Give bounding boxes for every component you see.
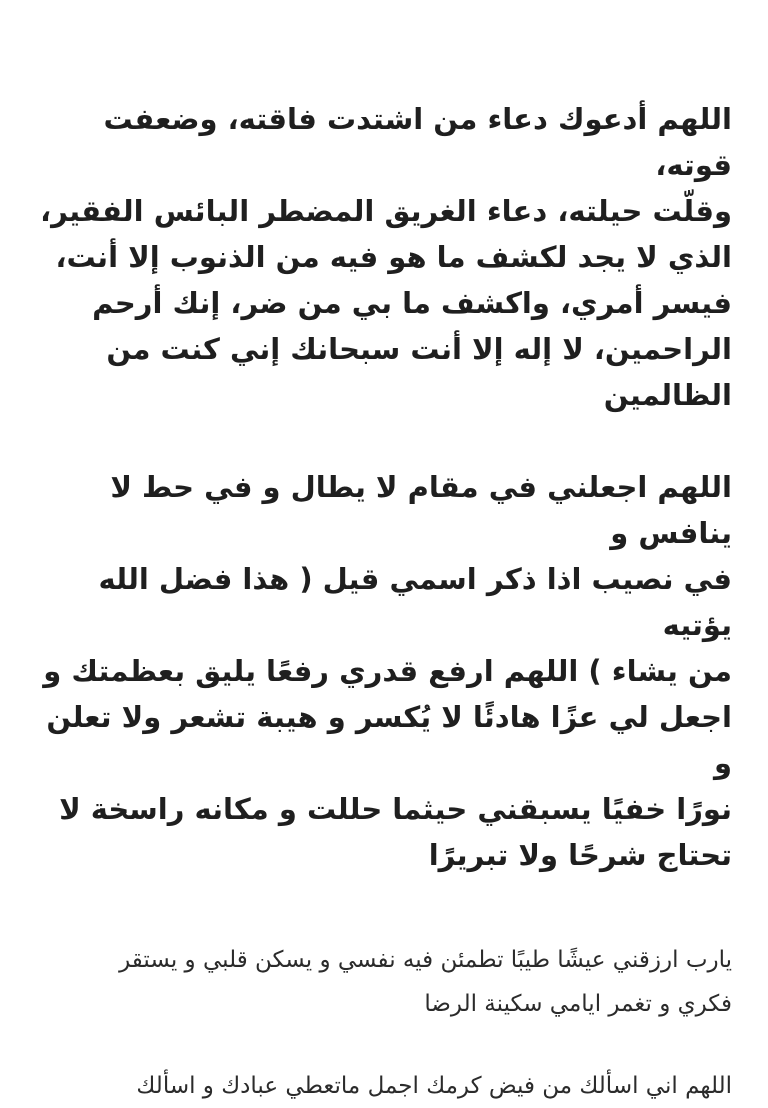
prayer-paragraph-3: يارب ارزقني عيشًا طيبًا تطمئن فيه نفسي و يسكن قلبي و يستقر فكري و تغمر ايامي سكينة الرضا bbox=[119, 947, 732, 1017]
prayer-paragraph-2: اللهم اجعلني في مقام لا يطال و في حط لا ينافس و في نصيب اذا ذكر اسمي قيل ( هذا فضل الله يؤتيه من يشاء ) اللهم ارفع قدري رفعًا يليق بعظمتك و اجعل لي عزًا هادئًا لا يُكسر و هيبة تشعر ولا تعلن و نورًا خفيًا يسبقني حيثما حللت و مكانه راسخة لا تحتاج شرحًا ولا تبريرًا bbox=[43, 470, 732, 872]
paragraph-spacer bbox=[36, 418, 732, 464]
prayer-paragraph-4: اللهم اني اسألك من فيض كرمك اجمل ماتعطي عبادك و اسألك bbox=[136, 1073, 732, 1099]
paragraph-spacer bbox=[36, 878, 732, 938]
paragraph-spacer bbox=[36, 1026, 732, 1064]
prayer-paragraph-1: اللهم أدعوك دعاء من اشتدت فاقته، وضعفت قوته، وقلّت حيلته، دعاء الغريق المضطر البائس الفقير، الذي لا يجد لكشف ما هو فيه من الذنوب إلا أنت، فيسر أمري، واكشف ما بي من ضر، إنك أرحم الراحمين، لا إله إلا أنت سبحانك إني كنت من الظالمين bbox=[40, 102, 732, 412]
